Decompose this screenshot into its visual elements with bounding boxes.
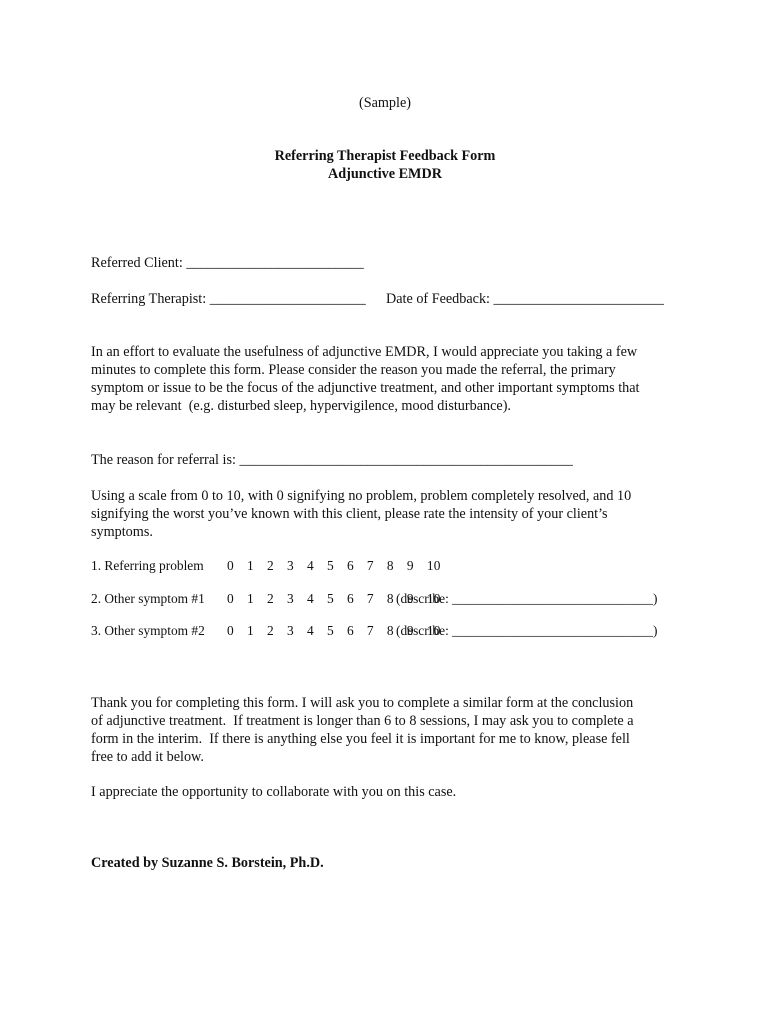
intro-line: symptom or issue to be the focus of the adjunctive treatment, and other important symptoms that: [91, 380, 640, 396]
thanks-line: form in the interim. If there is anything else you feel it is important for me to know, please fell: [91, 731, 630, 747]
thanks-paragraph: [91, 694, 691, 766]
describe-field-symptom-1[interactable]: (describe: ______________________________): [396, 591, 658, 606]
scale-instructions-line: signifying the worst you’ve known with this client, please rate the intensity of your client’s: [91, 506, 608, 522]
intro-line: may be relevant (e.g. disturbed sleep, hypervigilence, mood disturbance).: [91, 398, 511, 414]
rating-scale-other-symptom-1[interactable]: 0 1 2 3 4 5 6 7 8 9 10: [227, 591, 441, 606]
rating-label-referring-problem: 1. Referring problem: [91, 558, 204, 573]
author-credit: Created by Suzanne S. Borstein, Ph.D.: [91, 855, 324, 871]
form-subtitle: Adjunctive EMDR: [328, 166, 442, 182]
intro-paragraph: [91, 343, 691, 415]
sample-label: (Sample): [358, 95, 411, 111]
scale-instructions-line: Using a scale from 0 to 10, with 0 signifying no problem, problem completely resolved, and 10: [91, 488, 632, 504]
referred-client-field[interactable]: Referred Client: _________________________: [91, 255, 364, 271]
describe-field-symptom-2[interactable]: (describe: ______________________________): [396, 623, 658, 638]
intro-line: In an effort to evaluate the usefulness of adjunctive EMDR, I would appreciate you taking a few: [91, 344, 638, 360]
reason-for-referral-field[interactable]: The reason for referral is: _______________________________________________: [91, 452, 573, 468]
thanks-line: of adjunctive treatment. If treatment is longer than 6 to 8 sessions, I may ask you to complete a: [91, 713, 634, 729]
form-title: Referring Therapist Feedback Form: [274, 148, 496, 164]
referring-therapist-field[interactable]: Referring Therapist: ______________________: [91, 291, 366, 307]
scale-instructions-line: symptoms.: [91, 524, 153, 540]
date-of-feedback-field[interactable]: Date of Feedback: ________________________: [386, 291, 664, 307]
thanks-line: Thank you for completing this form. I will ask you to complete a similar form at the conclusion: [91, 695, 634, 711]
scale-instructions: [91, 487, 691, 541]
rating-scale-referring-problem[interactable]: 0 1 2 3 4 5 6 7 8 9 10: [227, 558, 441, 573]
thanks-line: free to add it below.: [91, 749, 204, 765]
rating-scale-other-symptom-2[interactable]: 0 1 2 3 4 5 6 7 8 9 10: [227, 623, 441, 638]
appreciation-text: I appreciate the opportunity to collaborate with you on this case.: [91, 784, 457, 800]
intro-line: minutes to complete this form. Please consider the reason you made the referral, the primary: [91, 362, 616, 378]
rating-label-other-symptom-2: 3. Other symptom #2: [91, 623, 205, 638]
rating-label-other-symptom-1: 2. Other symptom #1: [91, 591, 205, 606]
